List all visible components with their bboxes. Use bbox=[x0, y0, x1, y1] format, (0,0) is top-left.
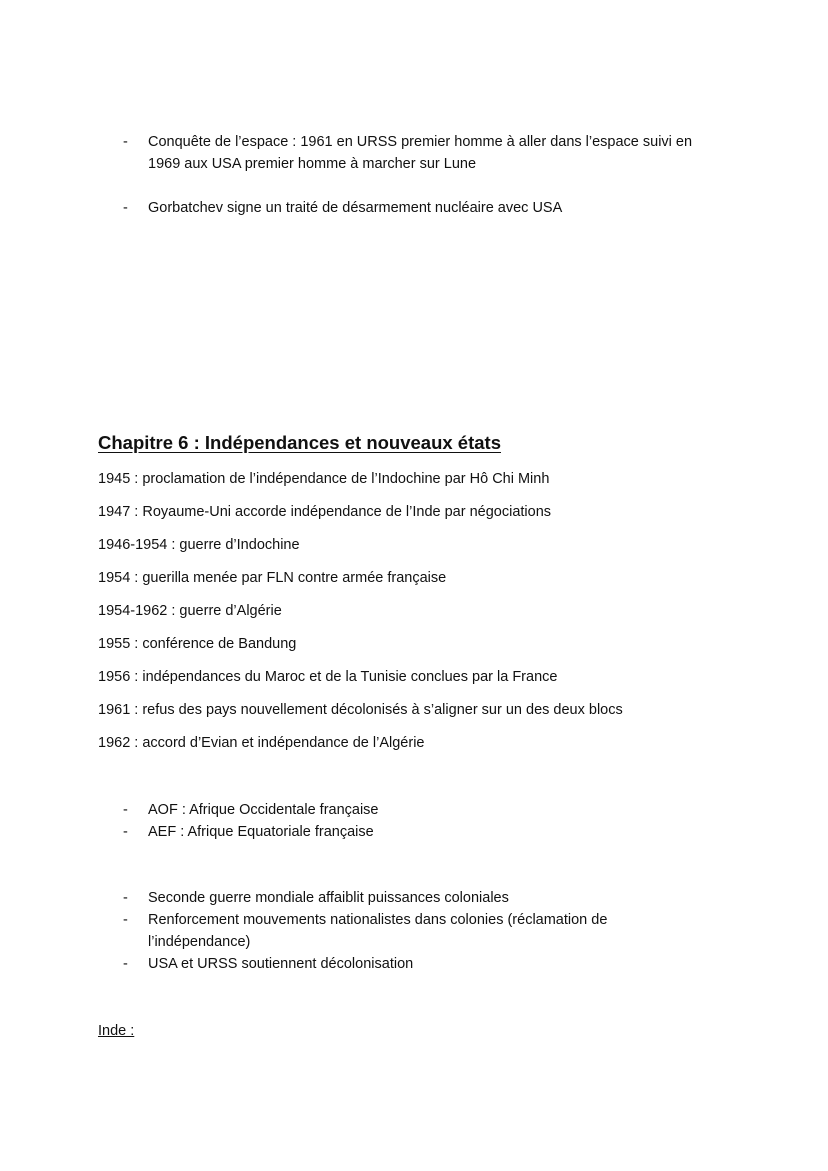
bullet-text: Seconde guerre mondiale affaiblit puissances coloniales bbox=[148, 890, 509, 906]
bullet-dash: - bbox=[123, 956, 128, 972]
acronym-list bbox=[0, 799, 828, 843]
list-item bbox=[0, 131, 828, 175]
bullet-dash: - bbox=[123, 824, 128, 840]
bullet-dash: - bbox=[123, 890, 128, 906]
timeline-item: 1946-1954 : guerre d’Indochine bbox=[98, 537, 300, 553]
timeline-item: 1956 : indépendances du Maroc et de la Tunisie conclues par la France bbox=[98, 669, 558, 685]
timeline-item: 1947 : Royaume-Uni accorde indépendance de l’Inde par négociations bbox=[98, 504, 552, 520]
bullet-text: Gorbatchev signe un traité de désarmement nucléaire avec USA bbox=[148, 200, 563, 216]
top-bullet-list bbox=[0, 131, 828, 219]
bullet-dash: - bbox=[123, 802, 128, 818]
timeline-item: 1961 : refus des pays nouvellement décolonisés à s’aligner sur un des deux blocs bbox=[98, 702, 623, 718]
list-item bbox=[0, 799, 828, 821]
list-item bbox=[0, 197, 828, 219]
bullet-text: AEF : Afrique Equatoriale française bbox=[148, 824, 374, 840]
section-heading-inde: Inde : bbox=[98, 1023, 135, 1039]
list-item bbox=[0, 821, 828, 843]
causes-list bbox=[0, 887, 828, 975]
timeline-list bbox=[98, 468, 623, 765]
bullet-dash: - bbox=[123, 200, 128, 216]
timeline-item: 1954 : guerilla menée par FLN contre armée française bbox=[98, 570, 447, 586]
timeline-item: 1954-1962 : guerre d’Algérie bbox=[98, 603, 282, 619]
list-item bbox=[0, 953, 828, 975]
chapter-title: Chapitre 6 : Indépendances et nouveaux états bbox=[98, 432, 501, 453]
bullet-text: USA et URSS soutiennent décolonisation bbox=[148, 956, 414, 972]
bullet-text: AOF : Afrique Occidentale française bbox=[148, 802, 379, 818]
bullet-text: Conquête de l’espace : 1961 en URSS premier homme à aller dans l’espace suivi en 1969 aux USA premier homme à marcher sur Lune bbox=[148, 134, 693, 172]
bullet-dash: - bbox=[123, 912, 128, 928]
bullet-dash: - bbox=[123, 134, 128, 150]
list-item bbox=[0, 909, 828, 953]
timeline-item: 1955 : conférence de Bandung bbox=[98, 636, 297, 652]
timeline-item: 1962 : accord d’Evian et indépendance de l’Algérie bbox=[98, 735, 425, 751]
timeline-item: 1945 : proclamation de l’indépendance de l’Indochine par Hô Chi Minh bbox=[98, 471, 550, 487]
list-item bbox=[0, 887, 828, 909]
bullet-text: Renforcement mouvements nationalistes dans colonies (réclamation de l’indépendance) bbox=[148, 912, 608, 950]
